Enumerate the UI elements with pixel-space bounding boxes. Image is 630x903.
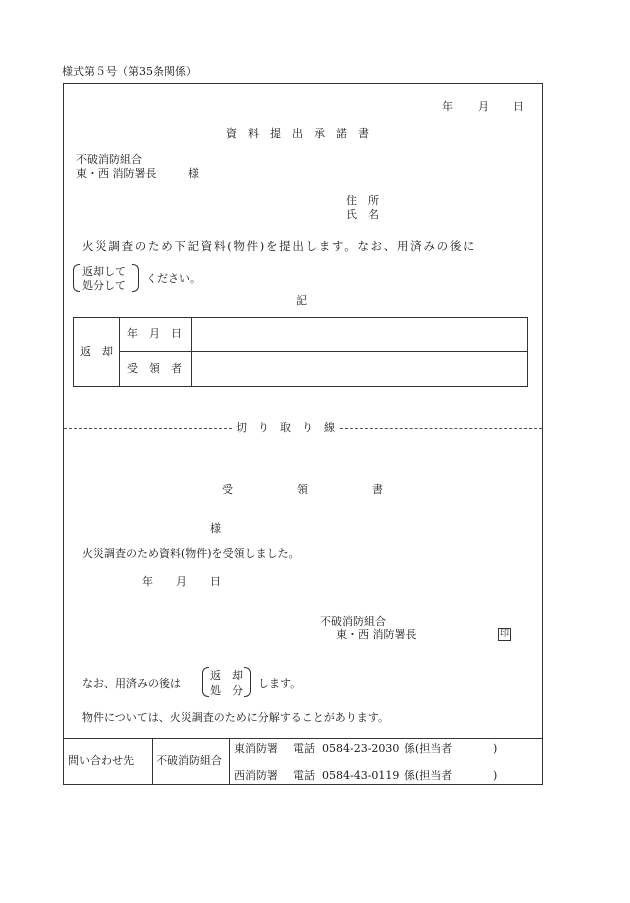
name-label: 氏 名 xyxy=(346,208,379,221)
addressee-honorific: 様 xyxy=(188,167,199,180)
request-body-line1: 火災調査のため下記資料(物件)を提出します。なお、用済みの後に xyxy=(82,239,477,253)
addressee-line2: 東・西 消防署長 xyxy=(76,167,157,180)
west-close: ) xyxy=(493,769,498,782)
receipt-title-sho: 書 xyxy=(372,483,383,496)
west-phone: 0584-43-0119 xyxy=(322,769,400,782)
request-title: 資 料 提 出 承 諾 書 xyxy=(226,127,369,140)
option-dispose: 処分して xyxy=(82,279,126,292)
east-station: 東消防署 xyxy=(234,742,278,755)
cut-line-label: 切 り 取 り 線 xyxy=(236,421,335,434)
note-brace-left xyxy=(202,667,209,697)
request-date-day: 日 xyxy=(513,100,524,113)
return-table-divider-1 xyxy=(119,317,120,387)
receipt-honorific: 様 xyxy=(210,522,221,535)
seal-stamp: 印 xyxy=(499,629,509,639)
receipt-title-ju: 受 xyxy=(222,483,233,496)
option-return: 返却して xyxy=(82,265,126,278)
address-label: 住 所 xyxy=(346,194,379,207)
form-number-label: 様式第５号（第35条関係） xyxy=(62,65,197,78)
east-phone: 0584-23-2030 xyxy=(322,742,400,755)
east-close: ) xyxy=(493,742,498,755)
receipt-body: 火災調査のため資料(物件)を受領しました。 xyxy=(82,547,300,560)
return-date-label: 年 月 日 xyxy=(127,327,182,340)
receipt-title-ryo: 領 xyxy=(297,483,308,496)
disassembly-note: 物件については、火災調査のために分解することがあります。 xyxy=(82,711,389,724)
return-group-label: 返 却 xyxy=(80,345,113,358)
contact-label: 問い合わせ先 xyxy=(68,754,134,767)
ki-label: 記 xyxy=(296,294,307,307)
return-table-row-divider xyxy=(119,351,528,352)
addressee-line1: 不破消防組合 xyxy=(76,153,142,166)
east-person: 係(担当者 xyxy=(404,742,453,755)
cut-line-left xyxy=(64,428,232,429)
receipt-note-suffix: します。 xyxy=(258,677,302,690)
contact-divider-2 xyxy=(229,738,230,785)
request-date-month: 月 xyxy=(478,100,489,113)
west-person: 係(担当者 xyxy=(404,769,453,782)
receipt-date-year: 年 xyxy=(142,575,153,588)
request-body-line2-end: ください。 xyxy=(146,272,201,285)
return-table-divider-2 xyxy=(191,317,192,387)
receipt-date-month: 月 xyxy=(176,575,187,588)
receipt-org-line2: 東・西 消防署長 xyxy=(336,628,417,641)
note-option-return: 返 却 xyxy=(210,669,243,682)
contact-divider-1 xyxy=(152,738,153,785)
west-phone-label: 電話 xyxy=(293,769,315,782)
note-option-dispose: 処 分 xyxy=(210,684,243,697)
option-brace-left xyxy=(73,264,80,292)
note-brace-right xyxy=(244,667,251,697)
receipt-org-line1: 不破消防組合 xyxy=(320,615,386,628)
option-brace-right xyxy=(132,264,139,292)
contact-org: 不破消防組合 xyxy=(156,754,222,767)
contact-top-border xyxy=(63,738,543,739)
west-station: 西消防署 xyxy=(234,769,278,782)
request-date-year: 年 xyxy=(442,100,453,113)
cut-line-right xyxy=(340,428,542,429)
east-phone-label: 電話 xyxy=(293,742,315,755)
return-receiver-label: 受 領 者 xyxy=(127,362,182,375)
receipt-note-prefix: なお、用済みの後は xyxy=(82,677,181,690)
receipt-date-day: 日 xyxy=(210,575,221,588)
